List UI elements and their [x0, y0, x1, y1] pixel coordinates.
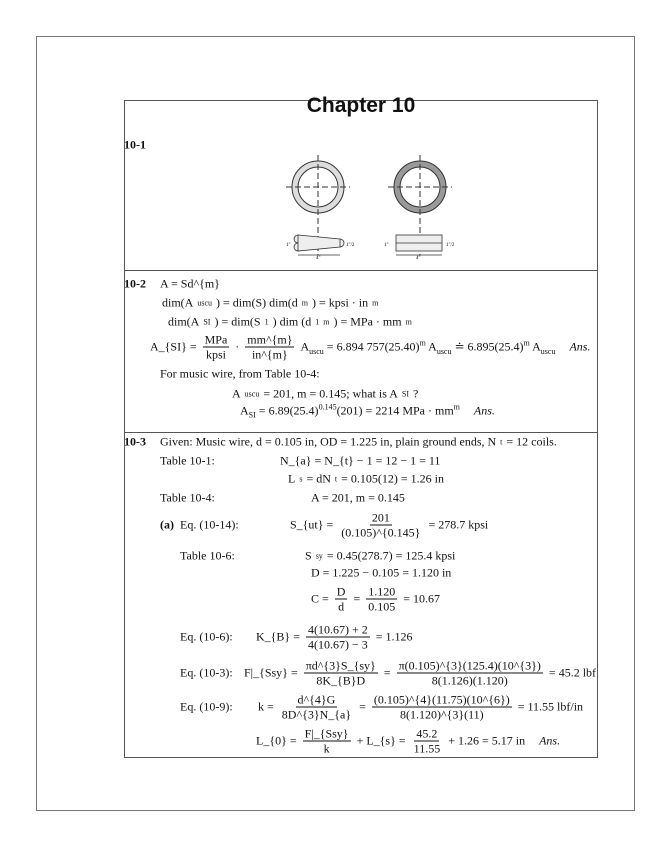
- problem-number: 10-2: [124, 276, 146, 291]
- eq-rhs: = 10.67: [403, 591, 441, 606]
- equation: S sy = 0.45(278.7) = 125.4 kpsi: [305, 548, 456, 563]
- denominator: 8K_{B}D: [316, 673, 366, 688]
- numerator: D: [336, 584, 346, 599]
- fraction: [339, 511, 422, 540]
- numerator: π(0.105)^{3}(125.4)(10^{3}): [398, 658, 541, 673]
- numerator: F|_{Ssy}: [304, 726, 349, 741]
- ref-label: Table 10-4:: [160, 490, 215, 505]
- eq-rhs: = 1.126: [375, 629, 413, 644]
- divider: [124, 270, 598, 271]
- ref-label: Eq. (10-14):: [180, 517, 239, 532]
- problem-number: 10-1: [124, 137, 146, 152]
- eq-rhs: + 1.26 = 5.17 in: [448, 733, 526, 748]
- eq-lhs: S_{ut} =: [290, 517, 334, 532]
- denominator: 11.55: [413, 741, 441, 756]
- answer-mark: Ans.: [569, 339, 591, 354]
- denominator: 8D^{3}N_{a}: [281, 707, 352, 722]
- equation: dim(A uscu ) = dim(S) dim(d m ) = kpsi · in m: [162, 295, 379, 310]
- answer-mark: Ans.: [539, 733, 561, 748]
- fraction: [335, 585, 348, 614]
- equation: [240, 402, 495, 419]
- fraction: [306, 623, 370, 652]
- denominator: d: [338, 599, 345, 614]
- eq-rhs: = 278.7 kpsi: [428, 517, 489, 532]
- fraction: [304, 659, 378, 688]
- problem-number: 10-3: [124, 434, 146, 449]
- eq-lhs: k =: [258, 699, 274, 714]
- equation: D = 1.225 − 0.105 = 1.120 in: [311, 565, 452, 580]
- fraction: [397, 659, 543, 688]
- spring-figure: [278, 155, 468, 265]
- denominator: 8(1.126)(1.120): [431, 673, 508, 688]
- numerator: πd^{3}S_{sy}: [305, 658, 376, 673]
- eq-lhs: C =: [311, 591, 329, 606]
- fraction: [203, 333, 230, 362]
- numerator: MPa: [204, 332, 228, 347]
- numerator: (0.105)^{4}(11.75)(10^{6}): [373, 692, 510, 707]
- eq-lhs: A_{SI} =: [150, 339, 197, 354]
- eq-rhs: = 45.2 lbf: [548, 665, 597, 680]
- chapter-title: Chapter 10: [306, 94, 416, 117]
- ref-label: Eq. (10-9):: [180, 699, 233, 714]
- spring-side-right: [396, 235, 442, 255]
- ref-label: Eq. (10-6):: [180, 629, 233, 644]
- eq-rhs: $A_{uscu} = 6.894$ $757(25.40)^m$ $A_{uscu}$ ≐ $6.895(25.4)^m$ $A_{uscu}$: [300, 338, 556, 356]
- text-line: For music wire, from Table 10-4:: [160, 366, 320, 381]
- fraction: [280, 693, 353, 722]
- ref-label: Table 10-6:: [180, 548, 235, 563]
- equation: N_{a} = N_{t} − 1 = 12 − 1 = 11: [280, 453, 441, 468]
- denominator: k: [323, 741, 330, 756]
- equation: [150, 333, 590, 362]
- denominator: 4(10.67) − 3: [307, 637, 368, 652]
- dim-label: 1"/2: [446, 243, 455, 248]
- dim-label: 1": [384, 243, 389, 248]
- equation: [244, 659, 596, 688]
- equation: A uscu = 201, m = 0.145; what is A SI ?: [232, 386, 419, 401]
- equation: [311, 585, 440, 614]
- equals: =: [383, 665, 391, 680]
- equation: [256, 623, 413, 652]
- denominator: 0.105: [368, 599, 396, 614]
- numerator: 1.120: [368, 584, 396, 599]
- numerator: d^{4}G: [297, 692, 336, 707]
- eq-rhs: = 11.55 lbf/in: [517, 699, 584, 714]
- spring-side-left: [294, 235, 344, 255]
- numerator: 4(10.67) + 2: [307, 622, 368, 637]
- fraction: [372, 693, 512, 722]
- part-label: (a): [160, 517, 174, 532]
- dot: ·: [235, 339, 240, 354]
- fraction: [366, 585, 397, 614]
- denominator: in^{m}: [251, 347, 288, 362]
- dim-label: 4": [416, 256, 421, 261]
- equals: =: [353, 591, 361, 606]
- equation: dim(A SI ) = dim(S 1 ) dim (d 1 m ) = MPa · mm m: [168, 314, 412, 329]
- fraction: [245, 333, 294, 362]
- dim-label: 1": [286, 243, 291, 248]
- numerator: mm^{m}: [247, 332, 293, 347]
- eq-lhs: K_{B} =: [256, 629, 300, 644]
- equation: L s = dN t = 0.105(12) = 1.26 in: [288, 471, 445, 486]
- equation: [290, 511, 488, 540]
- dim-label: 1"/2: [346, 243, 355, 248]
- eq-text: $A_{SI} = 6.89(25.4)^{0.145}(201) = 2214$ MPa · $mm^m$: [240, 402, 460, 420]
- equals: =: [359, 699, 366, 714]
- fraction: [303, 727, 351, 756]
- eq-lhs: L_{0} =: [256, 733, 297, 748]
- denominator: (0.105)^{0.145}: [341, 525, 421, 540]
- ref-label: Eq. (10-3):: [180, 665, 233, 680]
- eq-middle: + L_{s} =: [356, 733, 406, 748]
- equation: [258, 693, 583, 722]
- numerator: 45.2: [416, 726, 438, 741]
- numerator: 201: [371, 510, 390, 525]
- equation: A = 201, m = 0.145: [311, 490, 405, 505]
- fraction: [412, 727, 443, 756]
- divider: [124, 432, 598, 433]
- equation: A = Sd^{m}: [160, 276, 220, 291]
- ref-label: Table 10-1:: [160, 453, 215, 468]
- answer-mark: Ans.: [473, 403, 495, 418]
- equation: [256, 727, 560, 756]
- given-line: Given: Music wire, d = 0.105 in, OD = 1.225 in, plain ground ends, N t = 12 coils.: [160, 434, 557, 449]
- dim-label: 4": [316, 256, 321, 261]
- denominator: kpsi: [205, 347, 226, 362]
- eq-lhs: F|_{Ssy} =: [244, 665, 298, 680]
- denominator: 8(1.120)^{3}(11): [399, 707, 484, 722]
